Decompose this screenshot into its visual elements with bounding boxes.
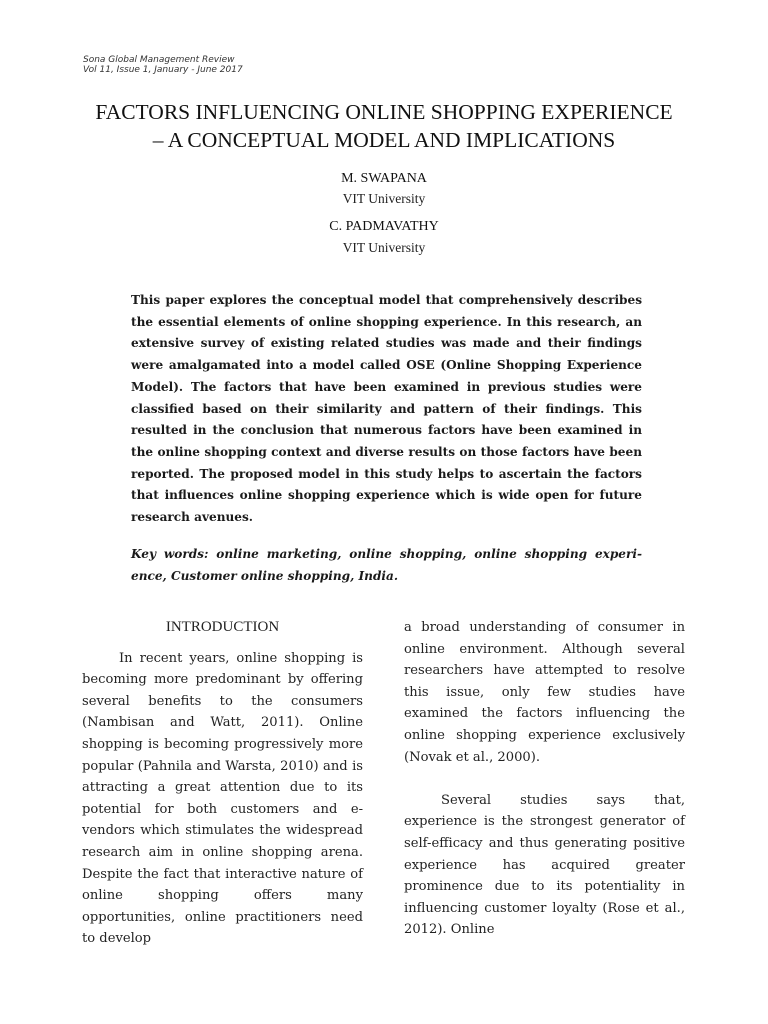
author-name-2: C. PADMAVATHY bbox=[329, 219, 439, 234]
author-affiliation-1: VIT University bbox=[342, 191, 426, 206]
journal-header bbox=[83, 55, 243, 75]
journal-issue: Vol 11, Issue 1, January - June 2017 bbox=[83, 65, 243, 75]
paper-title-line-1: FACTORS INFLUENCING ONLINE SHOPPING EXPERIENCE bbox=[95, 100, 673, 124]
author-name-1: M. SWAPANA bbox=[341, 171, 427, 186]
body-paragraph-continued: a broad understanding of consumer in online environment. Although several researchers have attempted to resolve this issue, only few studies have examined the factors influencing the online shopping experience exclusively (Novak et al., 2000). bbox=[404, 620, 685, 765]
journal-name: Sona Global Management Review bbox=[83, 55, 235, 65]
author-affiliation-2: VIT University bbox=[342, 240, 426, 255]
paper-title-line-2: – A CONCEPTUAL MODEL AND IMPLICATIONS bbox=[152, 128, 616, 152]
body-paragraph: In recent years, online shopping is becoming more predominant by offering several benefits to the consumers (Nambisan and Watt, 2011). Online shopping is becoming progressively more popular (Pahnila and Warsta, 2010) and is attracting a great attention due to its potential for both customers and e-vendors which stimulates the widespread research aim in online shopping arena. Despite the fact that interactive nature of online shopping offers many opportunities, online practitioners need to develop bbox=[82, 650, 363, 947]
abstract: This paper explores the conceptual model that comprehensively describes the essential elements of online shopping experience. In this research, an extensive survey of existing related studies was made and their findings were amalgamated into a model called OSE (Online Shopping Experience Model). The factors that have been examined in previous studies were classified based on their similarity and pattern of their findings. This resulted in the conclusion that numerous factors have been examined in the online shopping context and diverse results on those factors have been reported. The proposed model in this study helps to ascertain the factors that influences online shopping experience which is wide open for future research avenues. bbox=[131, 293, 642, 525]
paper-title bbox=[60, 98, 708, 154]
keywords: Key words: online marketing, online shopping, online shopping experi-ence, Customer online shopping, India. bbox=[131, 547, 642, 583]
body-column-left bbox=[82, 617, 363, 950]
body-paragraph: Several studies says that, experience is the strongest generator of self-efficacy and thus generating positive experience has acquired greater prominence due to its potentiality in influencing customer loyalty (Rose et al., 2012). Online bbox=[404, 792, 685, 938]
body-column-right bbox=[404, 617, 685, 941]
section-heading-introduction: INTRODUCTION bbox=[165, 619, 280, 635]
